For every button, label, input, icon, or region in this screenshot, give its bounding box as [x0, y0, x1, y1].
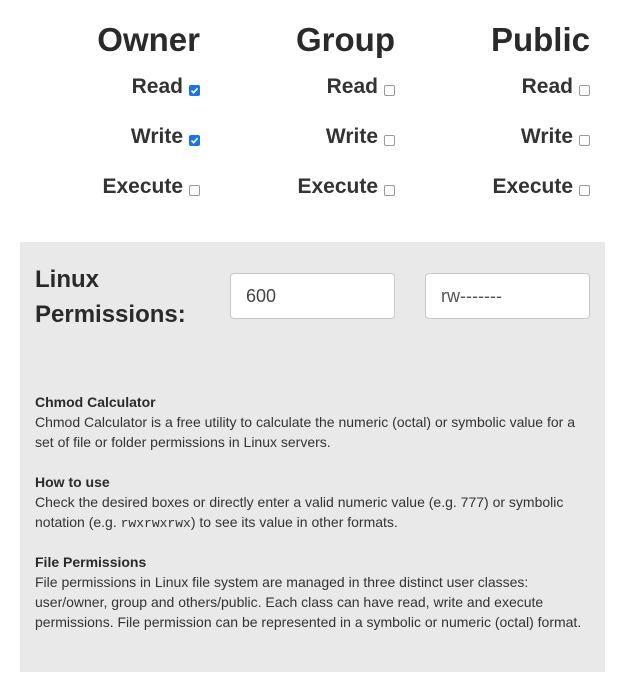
owner-write-option[interactable] [131, 122, 200, 152]
how-to-use-text [35, 492, 595, 534]
file-permissions-title: File Permissions [35, 554, 147, 570]
how-to-use-text-after: ) to see its value in other formats. [190, 514, 398, 530]
group-execute-option[interactable] [297, 172, 395, 202]
how-to-use-text-before: Check the desired boxes or directly enter a valid numeric value (e.g. 777) or symbolic notation (e.g. [35, 494, 564, 530]
about-text: Chmod Calculator is a free utility to calculate the numeric (octal) or symbolic value for a set of file or folder permissions in Linux servers. [35, 414, 575, 450]
how-to-use-section [35, 472, 595, 534]
octal-input[interactable] [230, 273, 395, 319]
panel-heading: Linux Permissions: [35, 266, 186, 328]
how-to-use-title: How to use [35, 474, 110, 490]
owner-execute-label: Execute [102, 175, 183, 198]
owner-execute-option[interactable] [102, 172, 200, 202]
group-read-checkbox[interactable] [384, 85, 395, 96]
public-read-checkbox[interactable] [579, 85, 590, 96]
public-write-checkbox[interactable] [579, 135, 590, 146]
file-permissions-text: File permissions in Linux file system are managed in three distinct user classes: user/owner, group and others/public. Each class can have read, write and execute permissions. File permission can be represented in a symbolic or numeric (octal) format. [35, 574, 582, 630]
group-read-option[interactable] [327, 72, 395, 102]
about-section [35, 392, 595, 452]
group-read-label: Read [326, 75, 378, 98]
owner-column [10, 0, 200, 202]
group-execute-checkbox[interactable] [384, 185, 395, 196]
public-title: Public [490, 21, 590, 58]
public-execute-option[interactable] [492, 172, 590, 202]
permissions-panel [20, 242, 605, 672]
owner-write-checkbox[interactable] [189, 135, 200, 146]
group-title: Group [296, 21, 395, 58]
symbolic-example-code: rwxrwxrwx [120, 516, 191, 531]
check-icon [190, 86, 199, 95]
owner-read-label: Read [131, 75, 183, 98]
group-write-checkbox[interactable] [384, 135, 395, 146]
symbolic-input[interactable] [425, 273, 590, 319]
group-write-label: Write [325, 125, 378, 148]
check-icon [190, 136, 199, 145]
owner-write-label: Write [130, 125, 183, 148]
owner-execute-checkbox[interactable] [189, 185, 200, 196]
public-read-label: Read [521, 75, 573, 98]
about-title: Chmod Calculator [35, 394, 156, 410]
group-execute-label: Execute [297, 175, 378, 198]
group-write-option[interactable] [326, 122, 395, 152]
owner-read-checkbox[interactable] [189, 85, 200, 96]
public-execute-checkbox[interactable] [579, 185, 590, 196]
public-read-option[interactable] [522, 72, 590, 102]
group-column [205, 0, 395, 202]
public-write-label: Write [520, 125, 573, 148]
public-write-option[interactable] [521, 122, 590, 152]
owner-title: Owner [97, 21, 200, 58]
public-execute-label: Execute [492, 175, 573, 198]
owner-read-option[interactable] [132, 72, 200, 102]
public-column [400, 0, 590, 202]
file-permissions-section [35, 552, 595, 632]
